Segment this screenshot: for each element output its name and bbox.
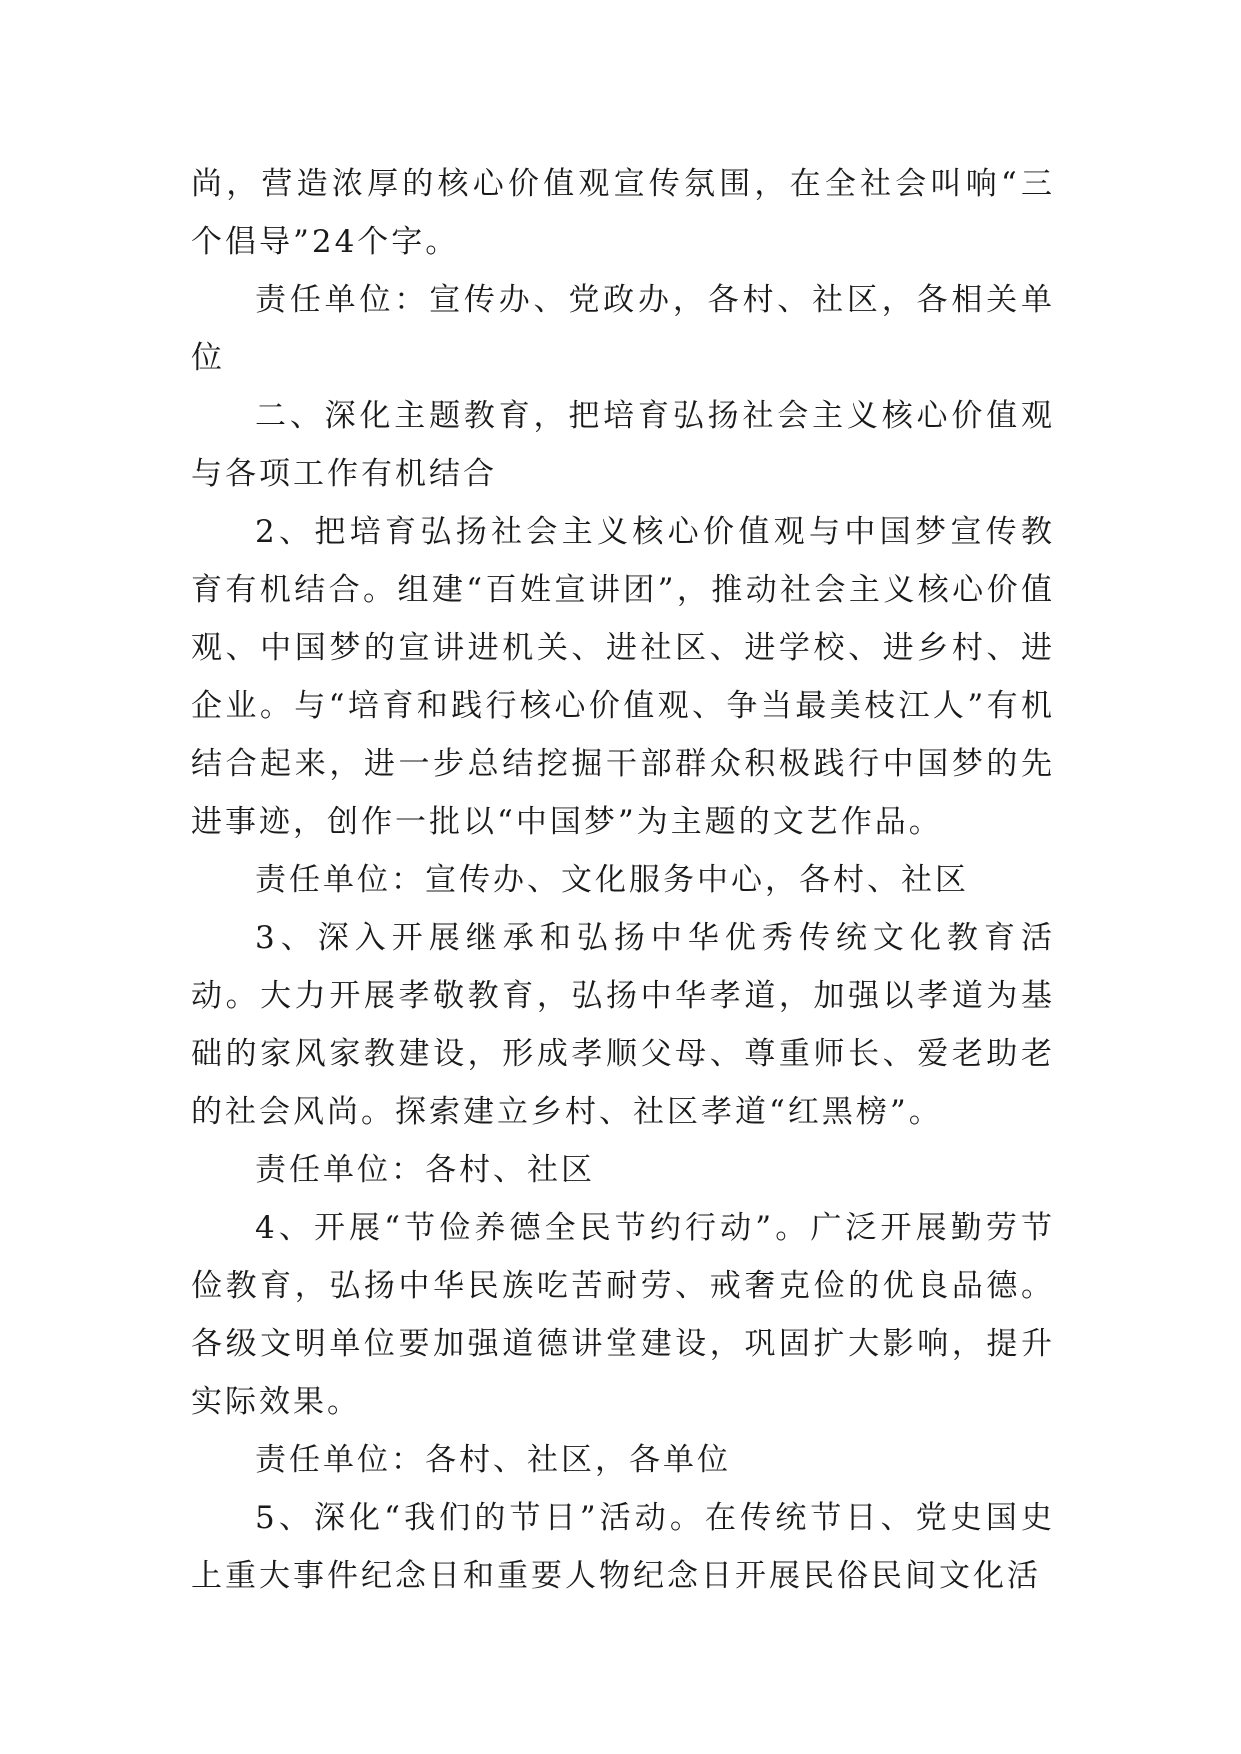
item-5: 5、深化“我们的节日”活动。在传统节日、党史国史上重大事件纪念日和重要人物纪念日开展民俗民间文化活 xyxy=(191,1500,1055,1594)
item-4: 4、开展“节俭养德全民节约行动”。广泛开展勤劳节俭教育，弘扬中华民族吃苦耐劳、戒奢克俭的优良品德。各级文明单位要加强道德讲堂建设，巩固扩大影响，提升实际效果。 xyxy=(191,1210,1055,1420)
item-2: 2、把培育弘扬社会主义核心价值观与中国梦宣传教育有机结合。组建“百姓宣讲团”，推动社会主义核心价值观、中国梦的宣讲进机关、进社区、进学校、进乡村、进企业。与“培育和践行核心价值观、争当最美枝江人”有机结合起来，进一步总结挖掘干部群众积极践行中国梦的先进事迹，创作一批以“中国梦”为主题的文艺作品。 xyxy=(191,514,1055,840)
section-heading-2: 二、深化主题教育，把培育弘扬社会主义核心价值观与各项工作有机结合 xyxy=(191,398,1055,492)
responsible-units-4: 责任单位：各村、社区，各单位 xyxy=(255,1442,731,1478)
document-body xyxy=(191,155,1055,1605)
responsible-units-3: 责任单位：各村、社区 xyxy=(255,1152,595,1188)
paragraph-continuation: 尚，营造浓厚的核心价值观宣传氛围，在全社会叫响“三个倡导”24个字。 xyxy=(191,166,1055,260)
item-3: 3、深入开展继承和弘扬中华优秀传统文化教育活动。大力开展孝敬教育，弘扬中华孝道，加强以孝道为基础的家风家教建设，形成孝顺父母、尊重师长、爱老助老的社会风尚。探索建立乡村、社区孝道“红黑榜”。 xyxy=(191,920,1055,1130)
responsible-units-2: 责任单位：宣传办、文化服务中心，各村、社区 xyxy=(255,862,969,898)
responsible-units-1: 责任单位：宣传办、党政办，各村、社区，各相关单位 xyxy=(191,282,1055,376)
